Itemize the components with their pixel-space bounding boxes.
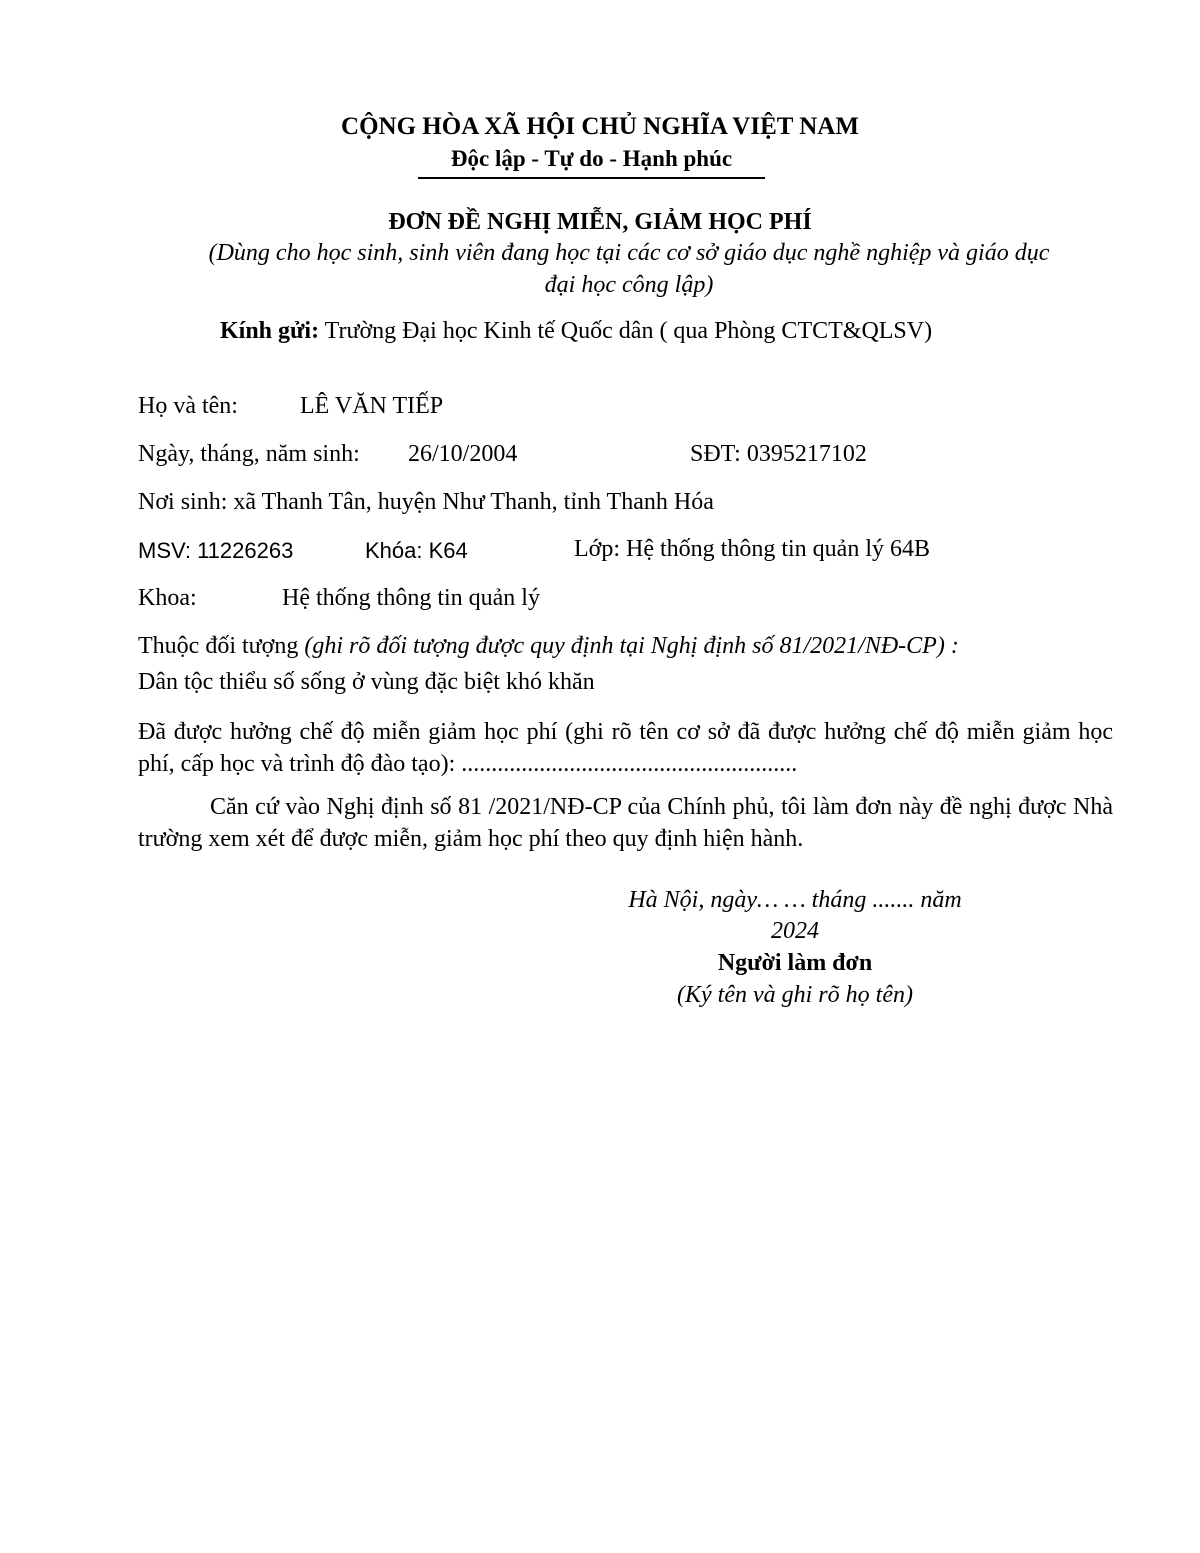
name-value: LÊ VĂN TIẾP [300, 393, 444, 419]
motto-underline [418, 177, 765, 179]
form-subtitle-line1: (Dùng cho học sinh, sinh viên đang học tại các cơ sở giáo dục nghề nghiệp và giáo dục [208, 240, 1050, 266]
class-name: Lớp: Hệ thống thông tin quản lý 64B [574, 536, 931, 562]
recipient-value: Trường Đại học Kinh tế Quốc dân ( qua Phòng CTCT&QLSV) [324, 318, 933, 344]
cohort: Khóa: K64 [365, 538, 468, 563]
place-date: Hà Nội, ngày… … tháng ....... năm [628, 887, 962, 913]
national-motto: Độc lập - Tự do - Hạnh phúc [450, 146, 733, 171]
dob-value: 26/10/2004 [408, 441, 518, 467]
birthplace: Nơi sinh: xã Thanh Tân, huyện Như Thanh, tỉnh Thanh Hóa [138, 489, 714, 515]
student-id: MSV: 11226263 [138, 538, 294, 563]
form-subtitle-line2: đại học công lập) [544, 272, 714, 298]
phone-number: SĐT: 0395217102 [690, 441, 867, 467]
dob-label: Ngày, tháng, năm sinh: [138, 441, 360, 467]
category-value: Dân tộc thiểu số sống ở vùng đặc biệt khó khăn [138, 669, 595, 695]
recipient-line [220, 318, 932, 345]
signer-title: Người làm đơn [717, 950, 873, 976]
previous-exemption-paragraph: Đã được hưởng chế độ miễn giảm học phí (ghi rõ tên cơ sở đã được hưởng chế độ miễn giảm học phí, cấp học và trình độ đào tạo): ........................................................ [138, 719, 1113, 777]
category-line [138, 633, 959, 660]
signature-year: 2024 [771, 918, 819, 944]
signature-instruction: (Ký tên và ghi rõ họ tên) [677, 982, 913, 1008]
faculty-label: Khoa: [138, 585, 197, 611]
country-name: CỘNG HÒA XÃ HỘI CHỦ NGHĨA VIỆT NAM [341, 113, 859, 140]
request-paragraph: Căn cứ vào Nghị định số 81 /2021/NĐ-CP của Chính phủ, tôi làm đơn này đề nghị được Nhà trường xem xét để được miễn, giảm học phí theo quy định hiện hành. [138, 794, 1113, 852]
category-note: (ghi rõ đối tượng được quy định tại Nghị định số 81/2021/NĐ-CP) : [304, 633, 959, 659]
recipient-label: Kính gửi: [220, 318, 320, 344]
name-label: Họ và tên: [138, 393, 238, 419]
faculty-value: Hệ thống thông tin quản lý [282, 585, 540, 611]
form-title: ĐƠN ĐỀ NGHỊ MIỄN, GIẢM HỌC PHÍ [388, 209, 812, 235]
category-label: Thuộc đối tượng [138, 633, 299, 659]
